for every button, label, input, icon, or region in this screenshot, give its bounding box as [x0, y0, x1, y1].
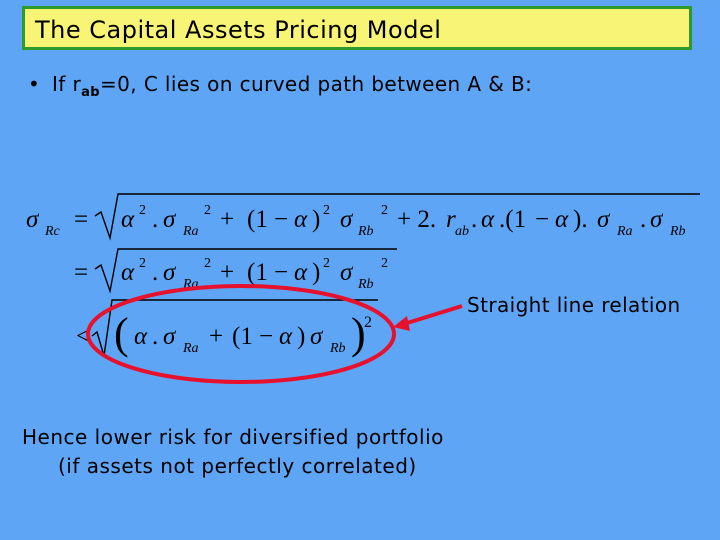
svg-text:): ) — [351, 309, 366, 358]
svg-text:Rb: Rb — [358, 277, 374, 292]
svg-text:σ: σ — [310, 323, 323, 350]
svg-text:α: α — [555, 206, 569, 233]
svg-text:Rb: Rb — [670, 224, 686, 239]
formula-line-3 — [76, 300, 378, 358]
svg-text:2: 2 — [139, 203, 146, 218]
svg-text:2: 2 — [364, 314, 372, 331]
bullet-dot: • — [28, 72, 41, 96]
svg-text:−: − — [274, 206, 289, 233]
svg-text:σ: σ — [340, 206, 353, 233]
svg-text:.: . — [152, 259, 159, 286]
svg-text:σ: σ — [163, 259, 176, 286]
pointer-arrow-line — [404, 306, 462, 324]
svg-text:2: 2 — [323, 256, 330, 271]
bullet-prefix: If r — [52, 72, 82, 96]
svg-text:α: α — [294, 259, 308, 286]
svg-text:Ra: Ra — [183, 341, 199, 356]
svg-text:σ: σ — [163, 206, 176, 233]
svg-text:Rc: Rc — [45, 224, 60, 239]
svg-text:): ) — [297, 323, 306, 350]
svg-text:): ) — [312, 259, 321, 286]
svg-text:<: < — [76, 323, 91, 350]
svg-text:ab: ab — [455, 224, 469, 239]
svg-text:+: + — [220, 206, 235, 233]
svg-text:=: = — [74, 259, 89, 286]
svg-text:(1: (1 — [247, 259, 268, 286]
svg-text:2: 2 — [323, 203, 330, 218]
annotation-straight-line: Straight line relation — [467, 293, 681, 317]
bullet-subscript: ab — [81, 85, 101, 100]
svg-text:+: + — [220, 259, 235, 286]
svg-text:−: − — [259, 323, 274, 350]
svg-text:.(1: .(1 — [499, 206, 527, 233]
svg-text:): ) — [312, 206, 321, 233]
svg-text:Ra: Ra — [617, 224, 633, 239]
slide-title: The Capital Assets Pricing Model — [35, 16, 442, 44]
svg-text:2: 2 — [381, 203, 388, 218]
svg-text:α: α — [279, 323, 293, 350]
svg-text:Ra: Ra — [183, 224, 199, 239]
svg-text:(1: (1 — [232, 323, 253, 350]
bullet-suffix: =0, C lies on curved path between A & B: — [100, 72, 533, 96]
svg-text:+ 2.: + 2. — [397, 206, 437, 233]
svg-text:σ: σ — [163, 323, 176, 350]
svg-text:Rb: Rb — [358, 224, 374, 239]
svg-text:2: 2 — [204, 256, 211, 271]
svg-text:).: ). — [573, 206, 588, 233]
conclusion-text — [22, 423, 444, 481]
svg-text:.: . — [152, 323, 159, 350]
pointer-arrowhead — [393, 316, 410, 331]
conclusion-line-2: (if assets not perfectly correlated) — [58, 454, 417, 478]
svg-text:σ: σ — [650, 206, 663, 233]
svg-text:+: + — [209, 323, 224, 350]
svg-text:.: . — [152, 206, 159, 233]
svg-text:2: 2 — [139, 256, 146, 271]
svg-text:r: r — [446, 206, 456, 233]
svg-text:α: α — [481, 206, 495, 233]
svg-text:α: α — [294, 206, 308, 233]
svg-text:=: = — [74, 206, 89, 233]
svg-text:(: ( — [114, 309, 129, 358]
svg-text:2: 2 — [204, 203, 211, 218]
svg-text:σ: σ — [26, 206, 39, 233]
formula-line-1 — [26, 194, 700, 239]
svg-text:σ: σ — [597, 206, 610, 233]
svg-text:Rb: Rb — [330, 341, 346, 356]
svg-text:2: 2 — [381, 256, 388, 271]
svg-text:−: − — [535, 206, 550, 233]
svg-text:α: α — [121, 259, 135, 286]
svg-text:.: . — [471, 206, 478, 233]
conclusion-line-1: Hence lower risk for diversified portfolio — [22, 425, 444, 449]
svg-text:(1: (1 — [247, 206, 268, 233]
svg-text:α: α — [134, 323, 148, 350]
svg-text:.: . — [640, 206, 647, 233]
svg-text:σ: σ — [340, 259, 353, 286]
svg-text:Ra: Ra — [183, 277, 199, 292]
svg-text:−: − — [274, 259, 289, 286]
svg-text:α: α — [121, 206, 135, 233]
